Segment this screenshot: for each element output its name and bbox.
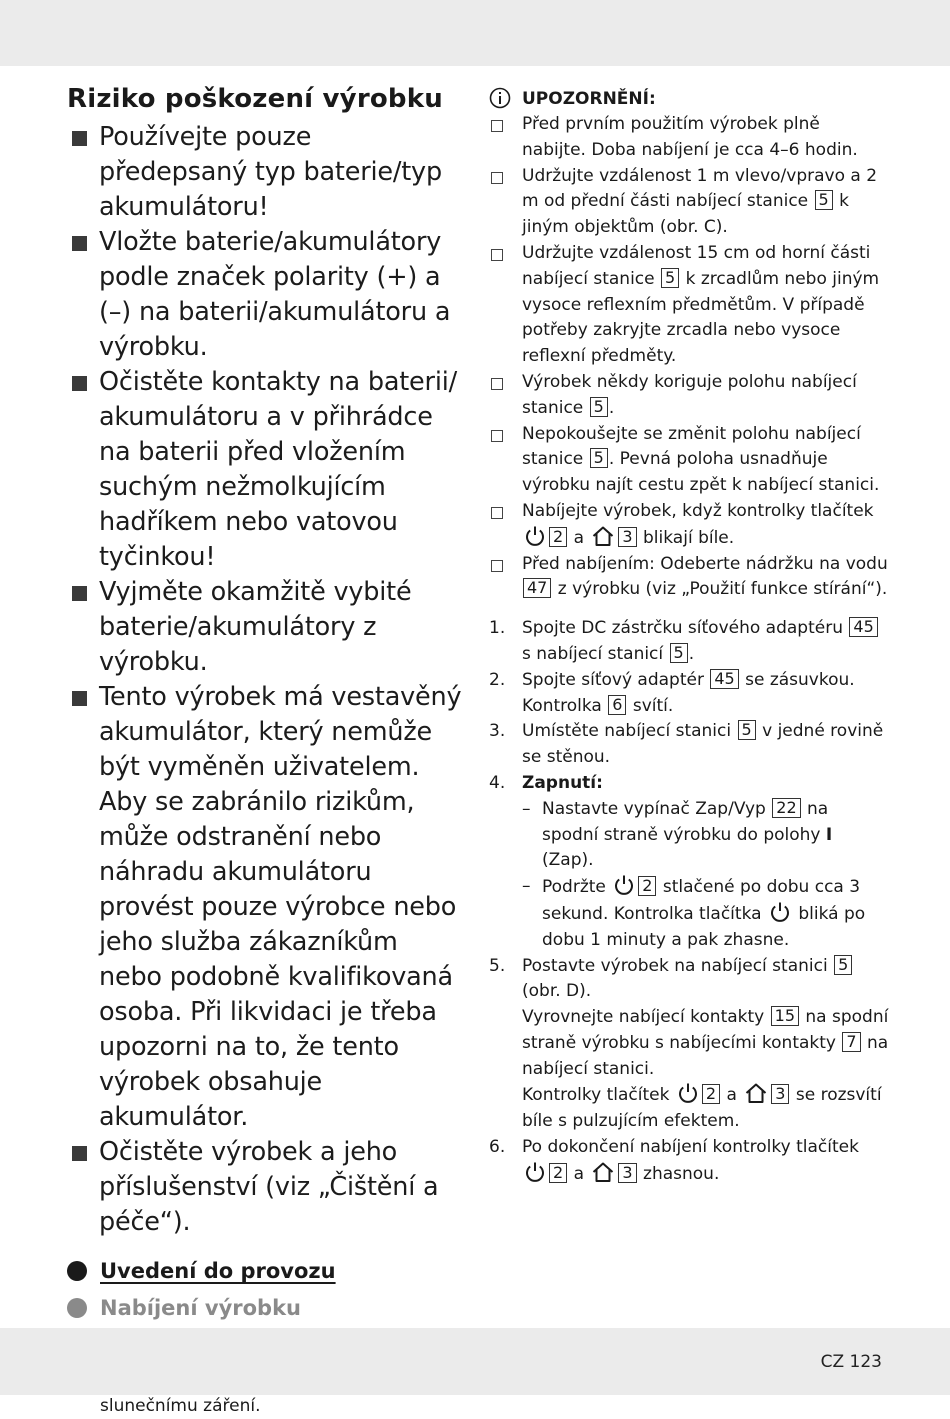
info-icon [489, 87, 511, 109]
note-item: Před prvním použitím výrobek plně nabijte. Doba nabíjení je cca 4–6 hodin. [489, 112, 889, 164]
reference-number: 2 [702, 1084, 720, 1104]
reference-number: 5 [590, 397, 608, 417]
checkbox-bullet-icon [491, 430, 503, 442]
note-item: Nepokoušejte se změnit polohu nabíjecí stanice 5 . Pevná poloha usnadňuje výrobku najít cestu zpět k nabíjecí stanici. [489, 422, 889, 499]
reference-number: 5 [738, 720, 756, 740]
reference-number: 5 [815, 190, 833, 210]
step-item: 4. Zapnutí: – Nastavte vypínač Zap/Vyp 22 na spodní straně výrobku do polohy I (Zap). – Podržte 2 stlačené po dobu cca 3 sekund. Kontrolka tlačítka bliká po dobu 1 minuty a pak zhasne. [489, 771, 889, 954]
checkbox-bullet-icon [491, 507, 503, 519]
bullet-item: Používejte pouze předepsaný typ baterie/typ akumulátoru! [67, 120, 467, 225]
note-item: Výrobek někdy koriguje polohu nabíjecí stanice 5 . [489, 370, 889, 422]
sub-step: – Podržte 2 stlačené po dobu cca 3 sekund. Kontrolka tlačítka bliká po dobu 1 minuty a pak zhasne. [522, 876, 866, 950]
bullet-item: Očistěte kontakty na baterii/ akumulátoru a v přihrádce na baterii před vložením suchým nežmolkujícím hadříkem nebo vatovou tyčinkou! [67, 365, 467, 575]
square-bullet-icon [72, 131, 87, 146]
reference-number: 45 [849, 617, 877, 637]
step-item: 2. Spojte síťový adaptér 45 se zásuvkou. Kontrolka 6 svítí. [489, 668, 855, 716]
reference-number: 3 [618, 527, 636, 547]
square-bullet-icon [72, 1146, 87, 1161]
bullet-item: Tento výrobek má vestavěný akumulátor, který nemůže být vyměněn uživatelem. Aby se zabránilo rizikům, může odstranění nebo náhradu akumulátoru provést pouze výrobce nebo jeho služba zákazníkům nebo podobně kvalifikovaná osoba. Při likvidaci je třeba upozorni na to, že tento výrobek obsahuje akumulátor. [67, 680, 467, 1135]
square-bullet-icon [72, 586, 87, 601]
bullet-item: Vložte baterie/akumulátory podle značek polarity (+) a (–) na baterii/akumulátoru a výrobku. [67, 225, 467, 365]
power-icon [524, 525, 546, 547]
right-column [489, 86, 889, 1188]
bullet-item: Vyjměte okamžitě vybité baterie/akumulátory z výrobku. [67, 575, 467, 680]
reference-number: 15 [771, 1006, 799, 1026]
reference-number: 2 [638, 876, 656, 896]
reference-number: 22 [772, 798, 800, 818]
reference-number: 3 [618, 1163, 636, 1183]
square-bullet-icon [72, 236, 87, 251]
reference-number: 3 [771, 1084, 789, 1104]
note-heading: UPOZORNĚNÍ: [489, 86, 889, 112]
note-item: Udržujte vzdálenost 1 m vlevo/vpravo a 2 m od přední části nabíjecí stanice 5 k jiným objektům (obr. C). [489, 164, 889, 241]
reference-number: 5 [834, 955, 852, 975]
section-heading-startup: Uvedení do provozu [67, 1256, 467, 1286]
reference-number: 6 [608, 695, 626, 715]
reference-number: 45 [710, 669, 738, 689]
step-item: 1. Spojte DC zástrčku síťového adaptéru 45 s nabíjecí stanicí 5 . [489, 616, 889, 668]
power-icon [769, 901, 791, 923]
reference-number: 2 [549, 1163, 567, 1183]
section-title: Riziko poškození výrobku [67, 84, 443, 114]
checkbox-bullet-icon [491, 560, 503, 572]
note-item: Nabíjejte výrobek, když kontrolky tlačítek 2 a 3 blikají bíle. [489, 499, 889, 552]
bullet-dot-icon [67, 1298, 87, 1318]
reference-number: 5 [670, 643, 688, 663]
section-heading-charging: Nabíjení výrobku [67, 1293, 467, 1323]
step-item: 6. Po dokončení nabíjení kontrolky tlačítek 2 a 3 zhasnou. [489, 1137, 859, 1184]
left-column [67, 82, 467, 1419]
reference-number: 5 [590, 448, 608, 468]
note-item: Před nabíjením: Odeberte nádržku na vodu 47 z výrobku (viz „Použití funkce stírání“). [489, 552, 889, 604]
note-item: Udržujte vzdálenost 15 cm od horní části nabíjecí stanice 5 k zrcadlům nebo jiným vysoce reflexním předmětům. V případě potřeby zakryjte zrcadla nebo vysoce reflexní předměty. [489, 241, 889, 370]
reference-number: 7 [842, 1032, 860, 1052]
bullet-item: Očistěte výrobek a jeho příslušenství (viz „Čištění a péče“). [67, 1135, 467, 1240]
power-icon [524, 1161, 546, 1183]
footer-bar [0, 1328, 950, 1395]
reference-number: 47 [523, 578, 551, 598]
checkbox-bullet-icon [491, 249, 503, 261]
power-icon [677, 1082, 699, 1104]
sub-step: – Nastavte vypínač Zap/Vyp 22 na spodní straně výrobku do polohy I (Zap). [522, 797, 833, 871]
square-bullet-icon [72, 691, 87, 706]
home-icon [744, 1082, 768, 1104]
home-icon [591, 525, 615, 547]
page-number: CZ 123 [820, 1352, 882, 1372]
header-bar [0, 0, 950, 66]
reference-number: 5 [661, 268, 679, 288]
home-icon [591, 1161, 615, 1183]
step-item: 5. Postavte výrobek na nabíjecí stanici 5 (obr. D). Vyrovnejte nabíjecí kontakty 15 na spodní straně výrobku s nabíjecími kontakty 7 na nabíjecí stanici. Kontrolky tlačítek 2 a 3 se rozsvítí bíle s pulzujícím efektem. [489, 954, 889, 1132]
on-position-symbol: I [825, 824, 833, 845]
power-icon [613, 874, 635, 896]
checkbox-bullet-icon [491, 120, 503, 132]
checkbox-bullet-icon [491, 172, 503, 184]
square-bullet-icon [72, 376, 87, 391]
reference-number: 2 [549, 527, 567, 547]
step-item: 3. Umístěte nabíjecí stanici 5 v jedné rovině se stěnou. [489, 720, 884, 768]
bullet-dot-icon [67, 1261, 87, 1281]
checkbox-bullet-icon [491, 378, 503, 390]
caution-note: slunečnímu záření. [67, 1341, 467, 1419]
